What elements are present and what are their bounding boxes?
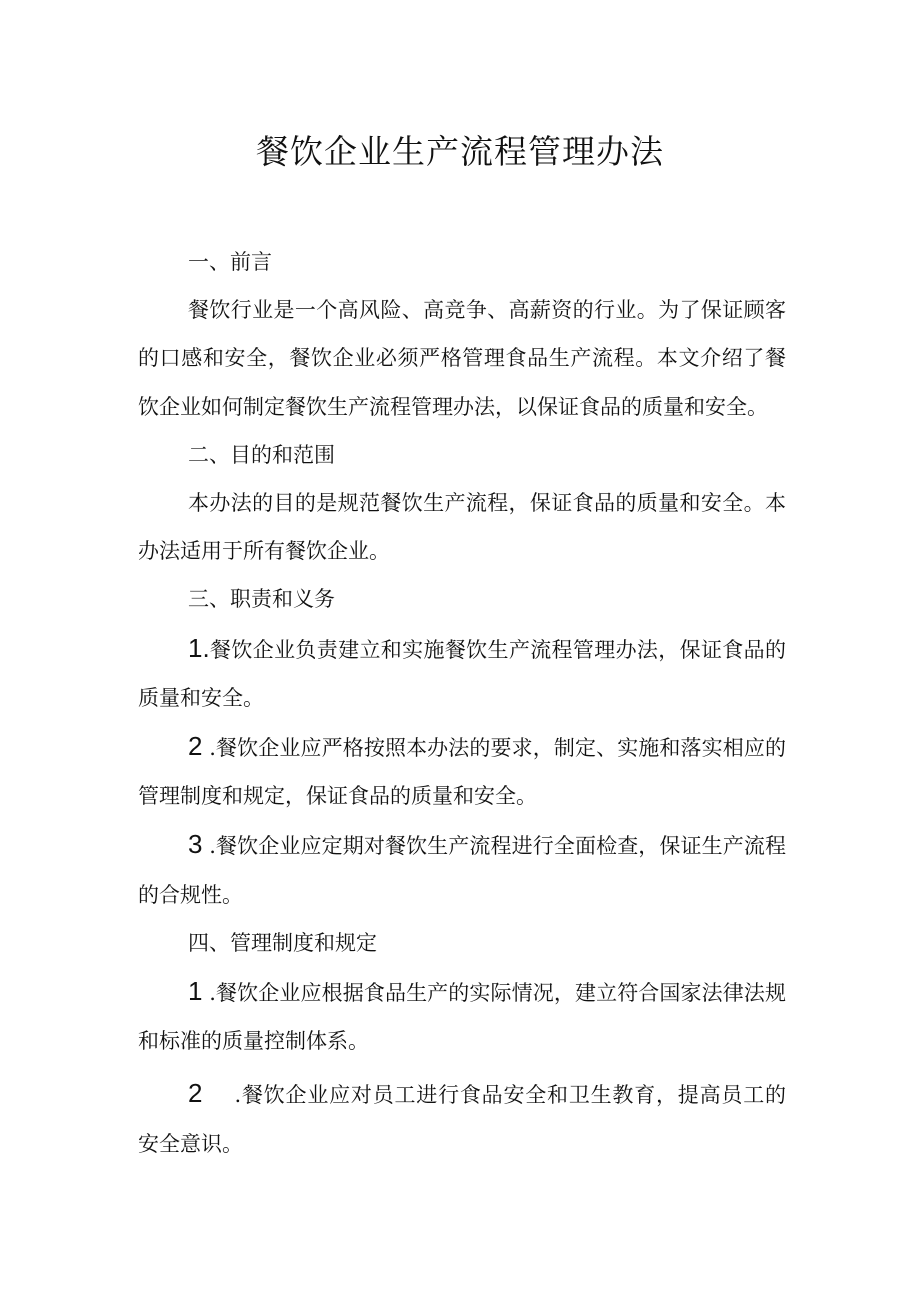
section-heading-preface: 一、前言 xyxy=(188,250,272,274)
preface-paragraph: 餐饮行业是一个高风险、高竞争、高薪资的行业。为了保证顾客的口感和安全，餐饮企业必须严格管理食品生产流程。本文介绍了餐饮企业如何制定餐饮生产流程管理办法，以保证食品的质量和安全。 xyxy=(138,298,786,419)
document-title: 餐饮企业生产流程管理办法 xyxy=(256,132,664,171)
duties-item-2-number: 2 xyxy=(188,731,203,762)
section-heading-regulations: 四、管理制度和规定 xyxy=(188,930,377,955)
section-heading-purpose-scope: 二、目的和范围 xyxy=(188,442,335,467)
regulations-item-2 xyxy=(138,1069,786,1167)
regulations-item-1-number: 1 xyxy=(188,976,203,1007)
duties-item-3-number: 3 xyxy=(188,829,203,860)
regulations-item-2-text: .餐饮企业应对员工进行食品安全和卫生教育，提高员工的安全意识。 xyxy=(138,1083,786,1156)
document-body xyxy=(138,238,786,1168)
section-heading-duties: 三、职责和义务 xyxy=(188,587,335,612)
regulations-item-1-text: .餐饮企业应根据食品生产的实际情况，建立符合国家法律法规和标准的质量控制体系。 xyxy=(138,981,786,1054)
purpose-scope-paragraph: 本办法的目的是规范餐饮生产流程，保证食品的质量和安全。本办法适用于所有餐饮企业。 xyxy=(138,491,786,564)
duties-item-3 xyxy=(138,820,786,918)
duties-item-2 xyxy=(138,722,786,820)
regulations-item-2-number: 2 xyxy=(188,1078,203,1109)
duties-item-2-text: .餐饮企业应严格按照本办法的要求，制定、实施和落实相应的管理制度和规定，保证食品的质量和安全。 xyxy=(138,736,786,809)
duties-item-3-text: .餐饮企业应定期对餐饮生产流程进行全面检查，保证生产流程的合规性。 xyxy=(138,834,786,907)
duties-item-1-text: 餐饮企业负责建立和实施餐饮生产流程管理办法，保证食品的质量和安全。 xyxy=(138,637,786,710)
duties-item-1-number: 1. xyxy=(188,632,210,663)
duties-item-1 xyxy=(138,624,786,722)
regulations-item-1 xyxy=(138,967,786,1065)
